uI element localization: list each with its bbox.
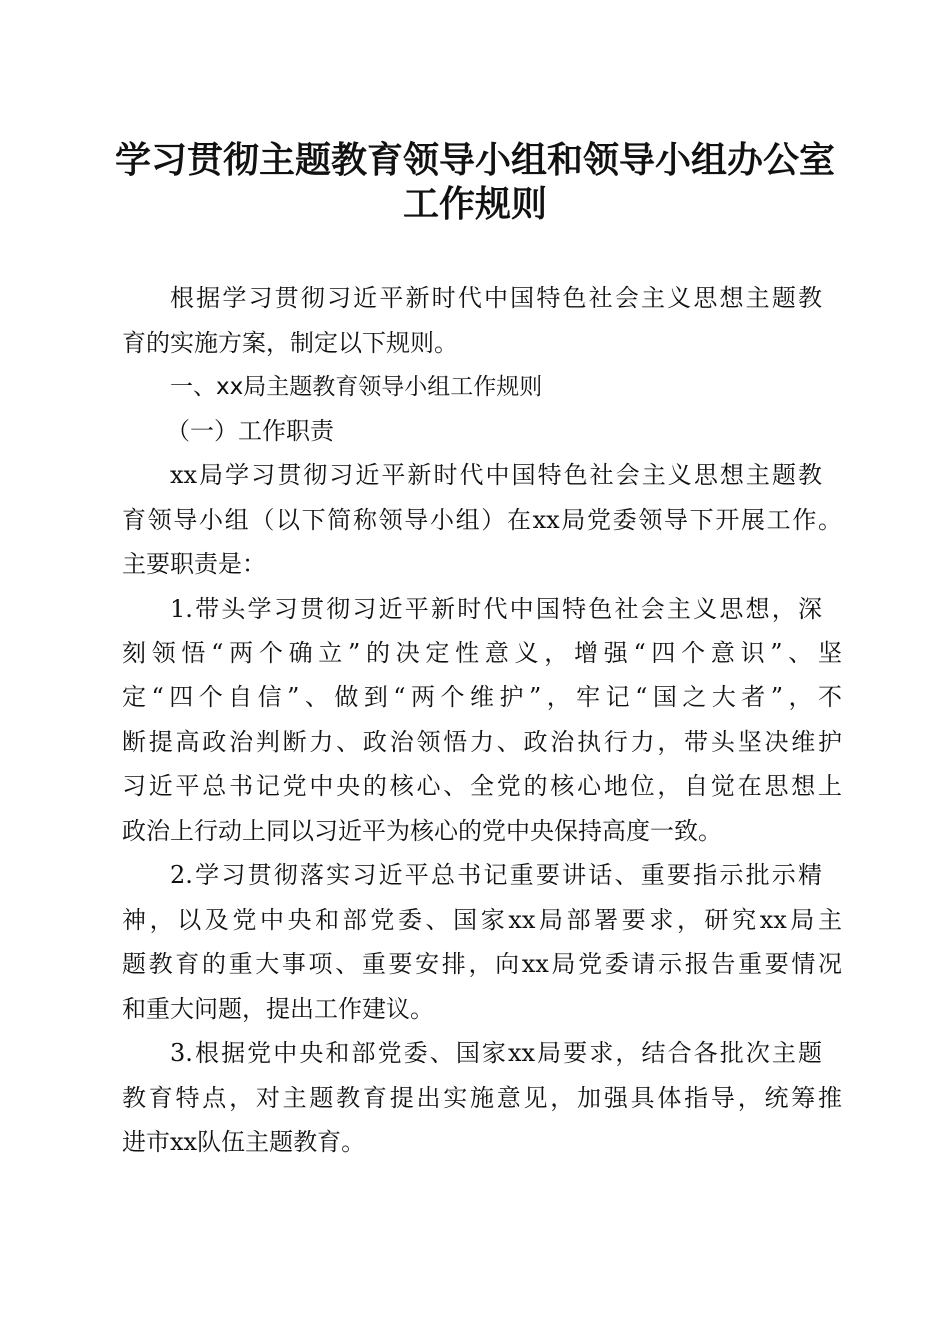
item-2-line-3: 题教育的重大事项、重要安排，向xx局党委请示报告重要情况 xyxy=(122,950,842,978)
subsection-heading-1: （一）工作职责 xyxy=(166,417,334,445)
intro-line-2: 育的实施方案，制定以下规则。 xyxy=(122,329,458,357)
item-1-line-3: 定“四个自信”、做到“两个维护”，牢记“国之大者”，不 xyxy=(122,683,842,711)
item-2-line-2: 神，以及党中央和部党委、国家xx局部署要求，研究xx局主 xyxy=(122,906,842,934)
para-1-line-3: 主要职责是： xyxy=(122,550,266,578)
item-1-line-6: 政治上行动上同以习近平为核心的党中央保持高度一致。 xyxy=(122,817,722,845)
para-1-line-2: 育领导小组（以下简称领导小组）在xx局党委领导下开展工作。 xyxy=(122,506,842,534)
item-3-line-1: 3.根据党中央和部党委、国家xx局要求，结合各批次主题 xyxy=(170,1039,822,1067)
document-title-line-1: 学习贯彻主题教育领导小组和领导小组办公室 xyxy=(114,139,835,181)
item-1-line-4: 断提高政治判断力、政治领悟力、政治执行力，带头坚决维护 xyxy=(122,728,842,756)
intro-line-1: 根据学习贯彻习近平新时代中国特色社会主义思想主题教 xyxy=(170,284,822,312)
item-2-line-1: 2.学习贯彻落实习近平总书记重要讲话、重要指示批示精 xyxy=(170,861,822,889)
section-heading-1: 一、xx局主题教育领导小组工作规则 xyxy=(170,374,543,400)
item-1-line-2: 刻领悟“两个确立”的决定性意义，增强“四个意识”、坚 xyxy=(122,639,842,667)
item-1-line-5: 习近平总书记党中央的核心、全党的核心地位，自觉在思想上 xyxy=(122,772,842,800)
item-1-line-1: 1.带头学习贯彻习近平新时代中国特色社会主义思想，深 xyxy=(170,595,822,623)
item-3-line-2: 教育特点，对主题教育提出实施意见，加强具体指导，统筹推 xyxy=(122,1084,842,1112)
para-1-line-1: xx局学习贯彻习近平新时代中国特色社会主义思想主题教 xyxy=(170,461,822,489)
item-3-line-3: 进市xx队伍主题教育。 xyxy=(122,1128,366,1156)
document-title-line-2: 工作规则 xyxy=(402,183,547,225)
item-2-line-4: 和重大问题，提出工作建议。 xyxy=(122,995,434,1023)
